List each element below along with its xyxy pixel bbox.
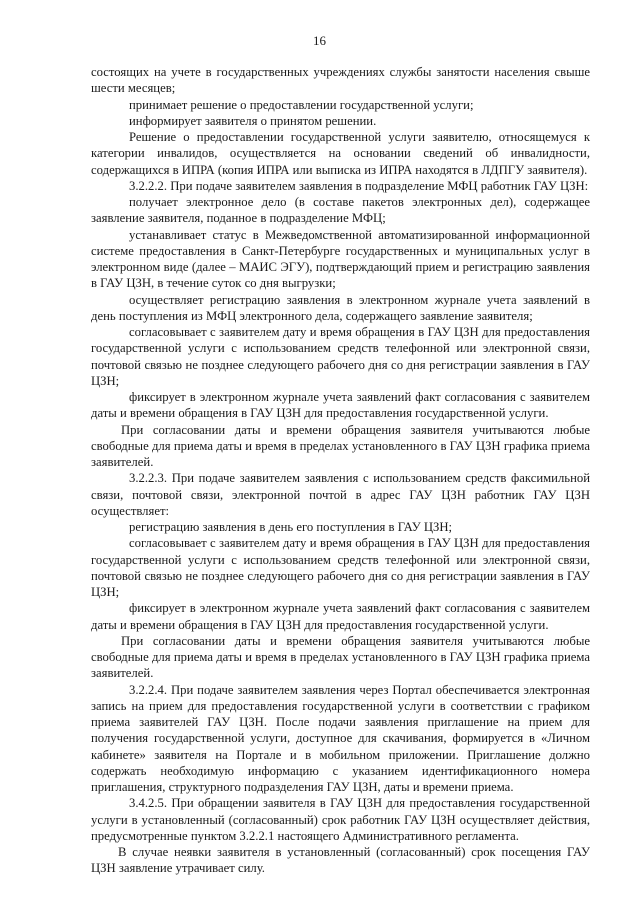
paragraph: 3.4.2.5. При обращении заявителя в ГАУ ЦЗН для предоставления государственной услуги в установленный (согласованный) срок работник ГАУ ЦЗН осуществляет действия, предусмотренные пунктом 3.2.2.1 настоящего Административного регламента.	[91, 796, 590, 843]
paragraph: 3.2.2.3. При подаче заявителем заявления с использованием средств факсимильной связи, почтовой связи, электронной почтой в адрес ГАУ ЦЗН работник ГАУ ЦЗН осуществляет:	[91, 471, 590, 518]
paragraph: фиксирует в электронном журнале учета заявлений факт согласования с заявителем даты и времени обращения в ГАУ ЦЗН для предоставления государственной услуги.	[91, 390, 590, 421]
paragraph: принимает решение о предоставлении государственной услуги;	[129, 97, 474, 112]
paragraph: фиксирует в электронном журнале учета заявлений факт согласования с заявителем даты и времени обращения в ГАУ ЦЗН для предоставления государственной услуги.	[91, 601, 590, 632]
paragraph: устанавливает статус в Межведомственной автоматизированной информационной системе предоставления в Санкт-Петербурге государственных и муниципальных услуг в электронном виде (далее – МАИС ЭГУ), подтверждающий прием и регистрацию заявления в ГАУ ЦЗН, в течение суток со дня выгрузки;	[91, 227, 590, 291]
paragraph: регистрацию заявления в день его поступления в ГАУ ЦЗН;	[129, 520, 453, 534]
page-number: 16	[313, 33, 326, 48]
paragraph: 3.2.2.4. При подаче заявителем заявления через Портал обеспечивается электронная запись на прием для предоставления государственной услуги в соответствии с графиком приема заявителей ГАУ ЦЗН. После подачи заявления приглашение на прием для получения государственной услуги, доступное для скачивания, формируется в «Личном кабинете» заявителя на Портале и в мобильном приложении. Приглашение должно содержать необходимую информацию с указанием идентификационного номера приглашения, структурного подразделения ГАУ ЦЗН, даты и времени приема.	[91, 682, 590, 794]
document-body	[91, 64, 590, 877]
paragraph: информирует заявителя о принятом решении.	[129, 113, 377, 128]
paragraph: состоящих на учете в государственных учреждениях службы занятости населения свыше шести месяцев;	[91, 65, 590, 96]
paragraph: 3.2.2.2. При подаче заявителем заявления в подразделение МФЦ работник ГАУ ЦЗН:	[129, 178, 589, 193]
paragraph: получает электронное дело (в составе пакетов электронных дел), содержащее заявление заявителя, поданное в подразделение МФЦ;	[91, 195, 590, 226]
paragraph: согласовывает с заявителем дату и время обращения в ГАУ ЦЗН для предоставления государственной услуги с использованием средств телефонной или электронной связи, почтовой связью не позднее следующего рабочего дня со дня регистрации заявления в ГАУ ЦЗН;	[91, 536, 590, 599]
paragraph: При согласовании даты и времени обращения заявителя учитываются любые свободные для приема даты и время в пределах установленного в ГАУ ЦЗН графика приема заявителей.	[91, 633, 590, 681]
paragraph: При согласовании даты и времени обращения заявителя учитываются любые свободные для приема даты и время в пределах установленного в ГАУ ЦЗН графика приема заявителей.	[91, 422, 590, 469]
paragraph: согласовывает с заявителем дату и время обращения в ГАУ ЦЗН для предоставления государственной услуги с использованием средств телефонной или электронной связи, почтовой связью не позднее следующего рабочего дня со дня регистрации заявления в ГАУ ЦЗН;	[91, 325, 590, 388]
paragraph: Решение о предоставлении государственной услуги заявителю, относящемуся к категории инвалидов, осуществляется на основании сведений об инвалидности, содержащихся в ИПРА (копия ИПРА или выписка из ИПРА находятся в ЛДПГУ заявителя).	[91, 130, 590, 177]
paragraph: В случае неявки заявителя в установленный (согласованный) срок посещения ГАУ ЦЗН заявление утрачивает силу.	[91, 845, 590, 876]
paragraph: осуществляет регистрацию заявления в электронном журнале учета заявлений в день поступления из МФЦ электронного дела, содержащего заявление заявителя;	[91, 292, 590, 323]
